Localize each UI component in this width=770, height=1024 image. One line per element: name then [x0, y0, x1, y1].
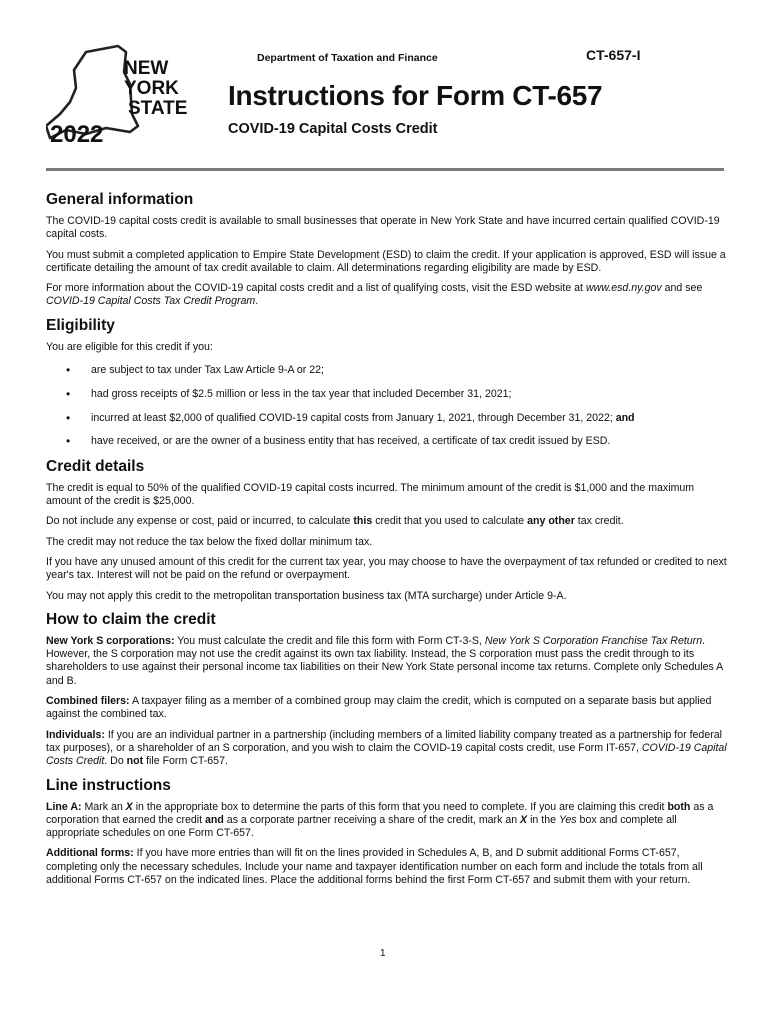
new-york-state-logo [46, 42, 196, 152]
bullet-icon: • [66, 363, 71, 378]
document-subtitle: COVID-19 Capital Costs Credit [228, 121, 438, 137]
general-paragraph-2: You must submit a completed application to Empire State Development (ESD) to claim the credit. If your application is approved, ESD will issue a certificate detailing the amount of tax credit available to claim. All determinations regarding eligibility are made by ESD. [46, 248, 726, 274]
text-run: You must calculate the credit and file this form with Form CT-3-S, [174, 634, 485, 647]
text-run: tax credit. [574, 515, 624, 528]
line-instructions-heading: Line instructions [46, 776, 171, 794]
eligibility-heading: Eligibility [46, 316, 115, 334]
how-to-claim-section [46, 610, 728, 769]
combined-filers-label: Combined filers: [46, 695, 130, 708]
text-run: . However, the S corporation may not use the credit against its own tax liability. Instead, the S corporation must pass the credit through to its shareholders to use against their personal income tax liabilities on their New York State personal income tax returns. Complete only Schedules A and B. [46, 634, 723, 687]
this-emphasis: this [353, 515, 373, 528]
header-divider [46, 168, 724, 171]
s-corporations-label: New York S corporations: [46, 634, 175, 647]
list-item-text: had gross receipts of $2.5 million or less in the tax year that included December 31, 2021; [91, 387, 512, 400]
eligibility-section [46, 316, 728, 449]
eligibility-list [46, 364, 728, 449]
logo-line-3: STATE [128, 98, 188, 119]
line-a-paragraph [46, 801, 728, 841]
yes-box-label: Yes [558, 813, 577, 826]
credit-details-section [46, 457, 728, 603]
bullet-icon: • [66, 386, 71, 401]
logo-year: 2022 [50, 121, 104, 148]
general-paragraph-1: The COVID-19 capital costs credit is available to small businesses that operate in New York State and have incurred certain qualified COVID-19 capital costs. [46, 215, 720, 241]
general-information-heading: General information [46, 191, 194, 208]
esd-website-link[interactable]: www.esd.ny.gov [585, 282, 662, 295]
list-item-text: have received, or are the owner of a business entity that has received, a certificate of tax credit issued by ESD. [91, 435, 611, 448]
logo-line-1: NEW [124, 58, 169, 79]
line-instructions-section [46, 776, 728, 888]
x-mark-text: X [125, 800, 133, 813]
text-run: . [255, 295, 259, 308]
general-information-section [46, 190, 728, 309]
text-run: credit that you used to calculate [372, 515, 528, 528]
both-emphasis: both [667, 800, 691, 813]
text-run: box and complete all appropriate schedules on one Form CT-657. [46, 813, 677, 840]
form-number: CT-657-I [586, 47, 641, 63]
text-run: If you are an individual partner in a partnership (including members of a limited liability company treated as a partnership for federal tax purposes), or a shareholder of an S corporation, and you wish to claim the COVID-19 capital costs credit, use Form IT-657, [46, 728, 722, 754]
additional-forms-paragraph [46, 847, 728, 887]
text-run: . Do [104, 755, 127, 768]
credit-details-heading: Credit details [46, 457, 145, 475]
text-run: as a corporation that earned the credit [46, 800, 714, 826]
combined-filers-paragraph [46, 695, 728, 722]
text-run: A taxpayer filing as a member of a combined group may claim the credit, which is computed on a separate basis but applied against the combined tax. [46, 695, 712, 721]
list-item-text: incurred at least $2,000 of qualified COVID-19 capital costs from January 1, 2021, through December 31, 2022; [91, 411, 616, 424]
general-paragraph-3 [46, 282, 728, 309]
line-a-label: Line A: [46, 800, 82, 813]
individuals-paragraph [46, 729, 728, 769]
individuals-label: Individuals: [46, 728, 105, 741]
credit-paragraph-4: If you have any unused amount of this credit for the current tax year, you may choose to have the overpayment of tax refunded or credited to next year's tax. Interest will not be paid on the refund or overpayment. [46, 555, 727, 582]
department-name: Department of Taxation and Finance [257, 52, 438, 64]
program-name: COVID-19 Capital Costs Tax Credit Program [46, 295, 256, 308]
document-body [46, 190, 728, 894]
not-emphasis: not [126, 755, 144, 768]
form-name: New York S Corporation Franchise Tax Return [484, 634, 703, 647]
credit-paragraph-2 [46, 515, 728, 528]
bullet-icon: • [66, 410, 71, 425]
bullet-icon: • [66, 434, 71, 449]
text-run: Mark an [81, 800, 126, 813]
text-run: in the appropriate box to determine the parts of this form that you need to complete. If you are claiming this credit [132, 800, 668, 813]
page-number: 1 [380, 948, 386, 959]
any-other-emphasis: any other [527, 515, 575, 528]
text-run: file Form CT-657. [143, 755, 228, 768]
list-item [46, 388, 728, 401]
list-item [46, 435, 728, 448]
text-run: as a corporate partner receiving a share of the credit, mark an [223, 813, 521, 826]
credit-paragraph-3: The credit may not reduce the tax below the fixed dollar minimum tax. [46, 535, 373, 548]
text-run: For more information about the COVID-19 capital costs credit and a list of qualifying costs, visit the ESD website at [46, 282, 586, 295]
document-title: Instructions for Form CT-657 [228, 80, 603, 111]
list-item [46, 412, 728, 425]
eligibility-intro: You are eligible for this credit if you: [46, 340, 213, 353]
text-run: in the [527, 813, 559, 826]
text-run: If you have more entries than will fit on the lines provided in Schedules A, B, and D submit additional Forms CT-657, completing only the necessary schedules. Include your name and taxpayer identification number on each form and include the totals from all additional Forms CT-657 on the indicated lines. Place the additional forms behind the first Form CT-657 and submit them with your return. [46, 847, 703, 886]
list-item-text: are subject to tax under Tax Law Article 9-A or 22; [91, 364, 324, 377]
list-item [46, 364, 728, 377]
text-run: and see [661, 282, 703, 295]
text-run: Do not include any expense or cost, paid or incurred, to calculate [46, 515, 354, 528]
and-emphasis: and [205, 813, 224, 826]
logo-line-2: YORK [124, 78, 179, 99]
how-to-claim-heading: How to claim the credit [46, 610, 216, 628]
credit-paragraph-1: The credit is equal to 50% of the qualified COVID-19 capital costs incurred. The minimum amount of the credit is $1,000 and the maximum amount of the credit is $25,000. [46, 481, 695, 508]
credit-paragraph-5: You may not apply this credit to the metropolitan transportation business tax (MTA surcharge) under Article 9-A. [46, 589, 567, 602]
form-name: COVID-19 Capital Costs Credit [46, 741, 727, 768]
additional-forms-label: Additional forms: [46, 847, 134, 860]
s-corporations-paragraph [46, 635, 728, 688]
x-mark-text: X [520, 813, 528, 826]
and-emphasis: and [615, 411, 635, 424]
